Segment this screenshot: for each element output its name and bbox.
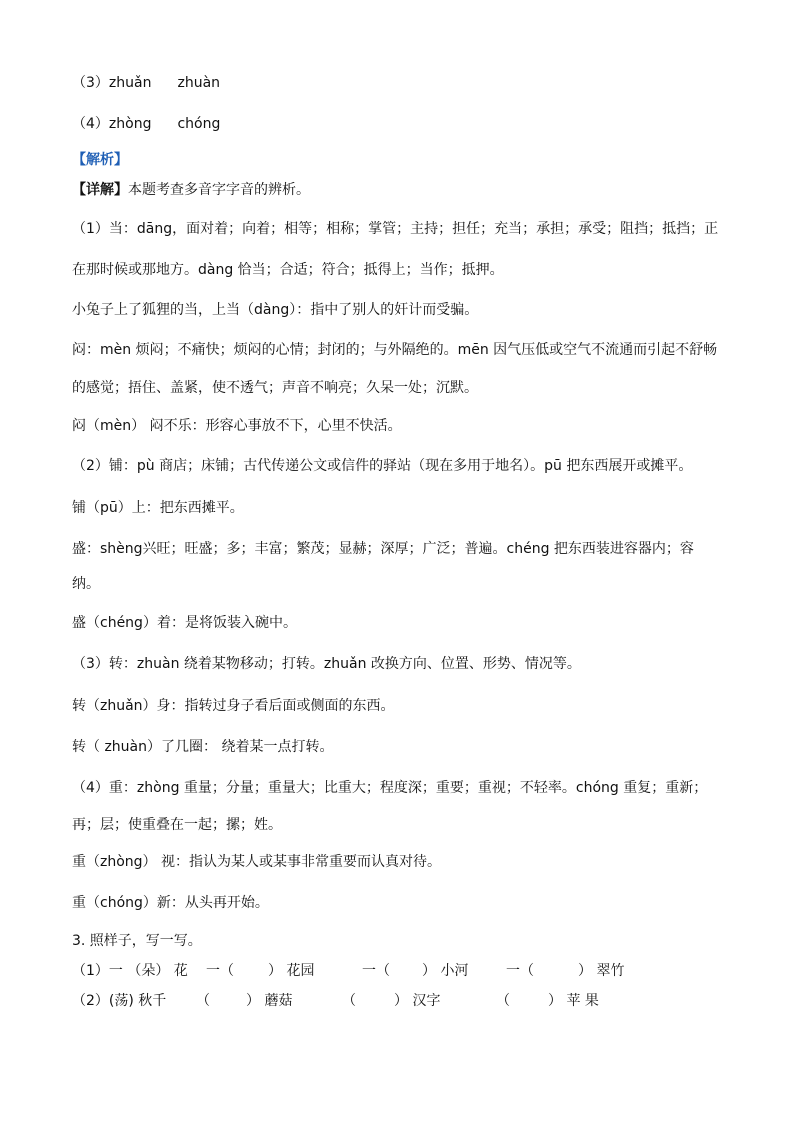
detail-text: 本题考查多音字字音的辨析。 — [128, 182, 310, 198]
analysis-heading: 【解析】 — [72, 152, 128, 168]
analysis-line: 闷：mèn 烦闷；不痛快；烦闷的心情；封闭的；与外隔绝的。mēn 因气压低或空气不流通而引起不舒畅 — [72, 342, 718, 358]
analysis-line: 的感觉；捂住、盖紧，使不透气；声音不响亮；久呆一处；沉默。 — [72, 380, 478, 396]
blank-open: （ — [496, 993, 510, 1009]
analysis-line: 转（ zhuàn）了几圈： 绕着某一点打转。 — [72, 739, 334, 755]
question-3-row-2 — [72, 991, 732, 1011]
blank-answer-2[interactable]: ） 小河 — [422, 963, 469, 979]
blank-open: 一（ — [362, 963, 390, 979]
question-3-row-1 — [72, 961, 732, 981]
answer-pinyin-a: zhuǎn — [108, 75, 152, 91]
analysis-line: 转（zhuǎn）身：指转过身子看后面或侧面的东西。 — [72, 698, 395, 714]
answer-number: （4） — [72, 116, 109, 132]
blank-answer-1[interactable]: ） 花园 — [268, 963, 315, 979]
example-text: （2）(荡) 秋千 — [72, 993, 167, 1009]
question-3-title: 3. 照样子，写一写。 — [72, 933, 202, 949]
blank-open: （ — [342, 993, 356, 1009]
answer-pinyin-b: zhuàn — [177, 75, 221, 91]
analysis-line: 重（chóng）新：从头再开始。 — [72, 895, 269, 911]
answer-line-4 — [72, 114, 220, 134]
blank-answer-3[interactable]: ） 翠竹 — [578, 963, 625, 979]
analysis-line: （2）铺：pù 商店；床铺；古代传递公文或信件的驿站（现在多用于地名）。pū 把东西展开或摊平。 — [72, 458, 693, 474]
blank-answer-3[interactable]: ） 苹 果 — [548, 993, 599, 1009]
analysis-line: （1）当：dāng，面对着；向着；相等；相称；掌管；主持；担任；充当；承担；承受；阻挡；抵挡；正 — [72, 221, 719, 237]
blank-answer-1[interactable]: ） 蘑菇 — [246, 993, 293, 1009]
analysis-line: 重（zhòng） 视：指认为某人或某事非常重要而认真对待。 — [72, 854, 441, 870]
answer-number: （3） — [72, 75, 109, 91]
answer-pinyin-a: zhòng — [108, 116, 152, 132]
detail-tag: 【详解】 — [72, 182, 128, 198]
answer-line-3 — [72, 73, 220, 93]
analysis-line: 盛：shèng兴旺；旺盛；多；丰富；繁茂；显赫；深厚；广泛；普遍。chéng 把东西装进容器内；容 — [72, 541, 694, 557]
blank-open: 一（ — [506, 963, 534, 979]
analysis-line: 纳。 — [72, 576, 100, 592]
analysis-line: （3）转：zhuàn 绕着某物移动；打转。zhuǎn 改换方向、位置、形势、情况等。 — [72, 656, 581, 672]
analysis-line: 在那时候或那地方。dàng 恰当；合适；符合；抵得上；当作；抵押。 — [72, 262, 504, 278]
detail-line — [72, 180, 310, 200]
analysis-line: 小兔子上了狐狸的当，上当（dàng）：指中了别人的奸计而受骗。 — [72, 302, 479, 318]
analysis-line: 再；层；使重叠在一起；摞；姓。 — [72, 817, 282, 833]
analysis-line: 盛（chéng）着：是将饭装入碗中。 — [72, 615, 297, 631]
blank-open: 一（ — [206, 963, 234, 979]
analysis-line: 闷（mèn） 闷不乐：形容心事放不下，心里不快活。 — [72, 418, 402, 434]
answer-pinyin-b: chóng — [177, 116, 221, 132]
blank-answer-2[interactable]: ） 汉字 — [394, 993, 441, 1009]
example-text: （1）一 （朵） 花 — [72, 963, 188, 979]
analysis-line: 铺（pū）上：把东西摊平。 — [72, 500, 244, 516]
analysis-line: （4）重：zhòng 重量；分量；重量大；比重大；程度深；重要；重视；不轻率。chóng 重复；重新； — [72, 780, 708, 796]
blank-open: （ — [196, 993, 210, 1009]
